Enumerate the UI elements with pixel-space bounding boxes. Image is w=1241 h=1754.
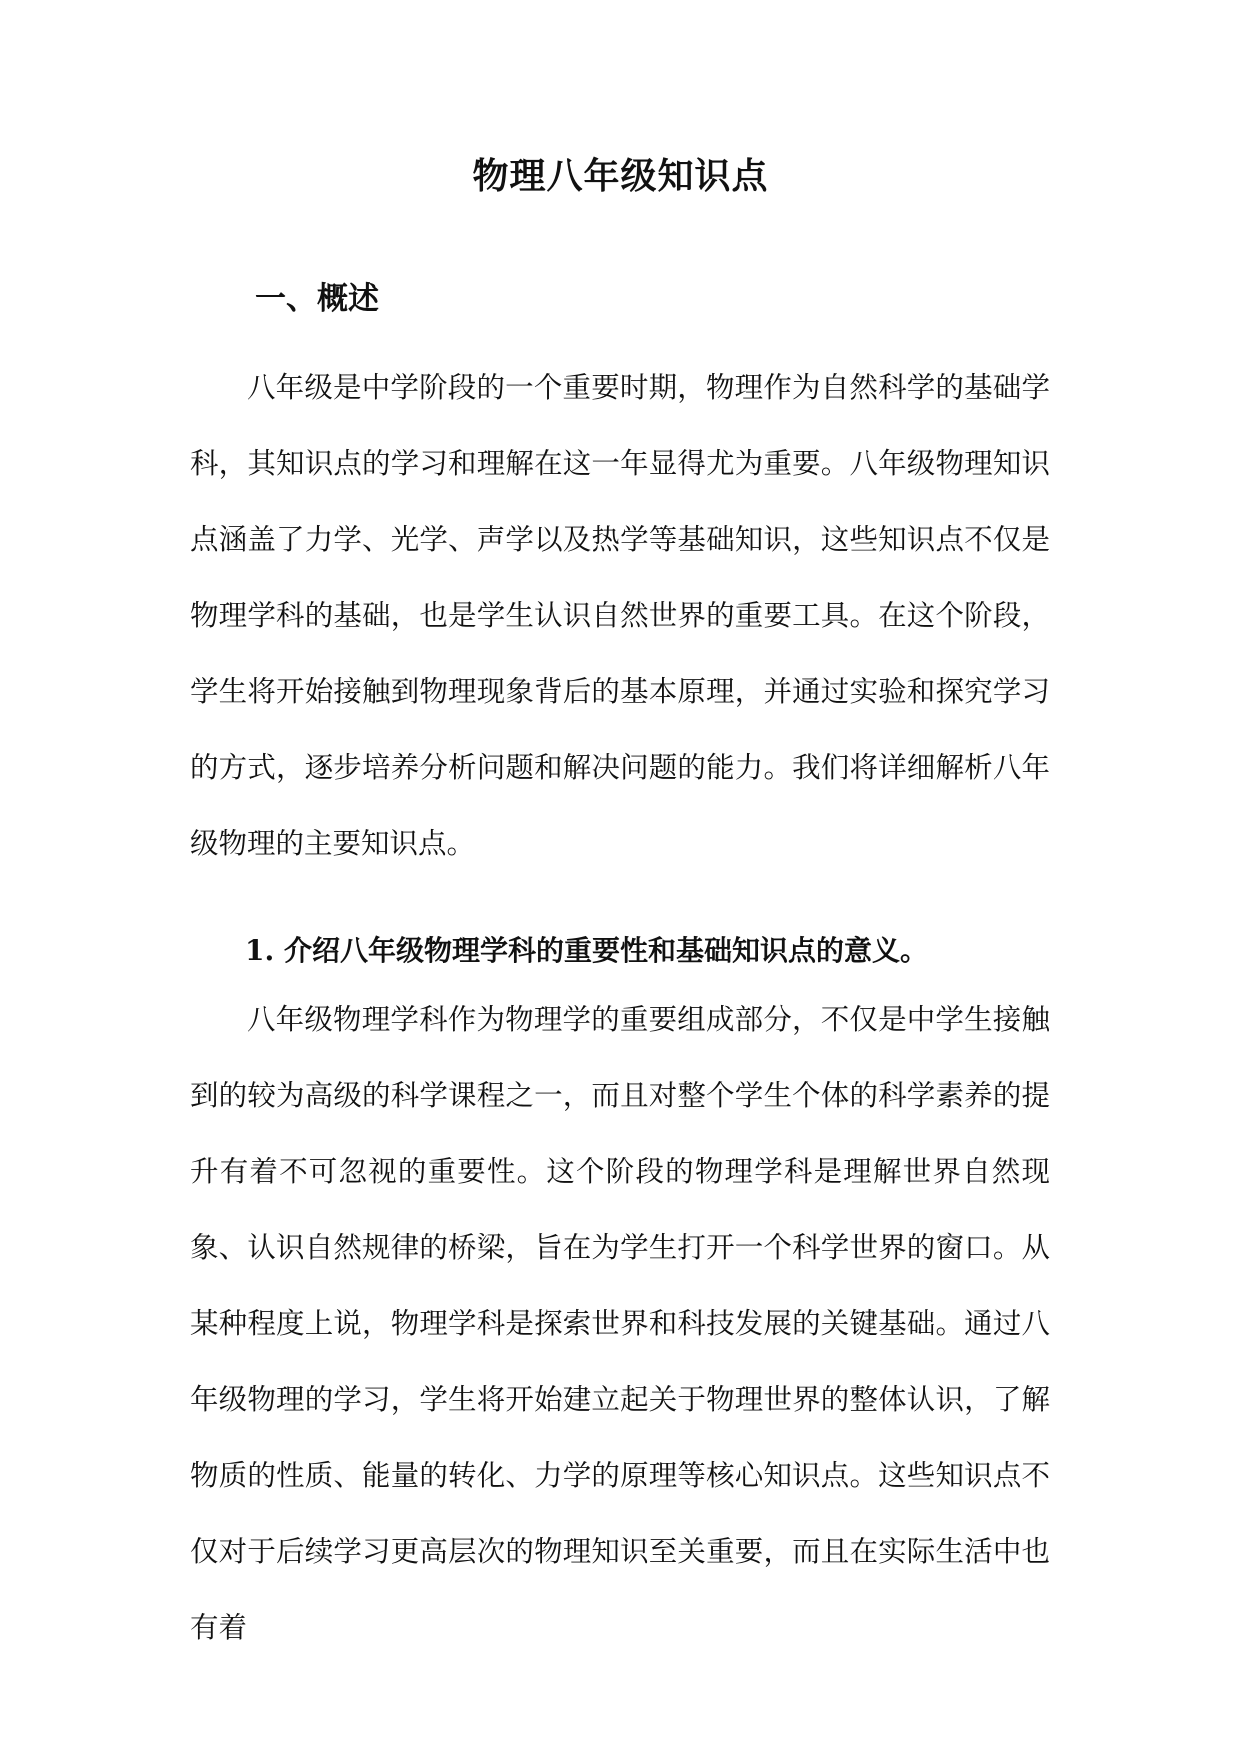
overview-paragraph: 八年级是中学阶段的一个重要时期，物理作为自然科学的基础学科，其知识点的学习和理解在这一年显得尤为重要。八年级物理知识点涵盖了力学、光学、声学以及热学等基础知识，这些知识点不仅是物理学科的基础，也是学生认识自然世界的重要工具。在这个阶段，学生将开始接触到物理现象背后的基本原理，并通过实验和探究学习的方式，逐步培养分析问题和解决问题的能力。我们将详细解析八年级物理的主要知识点。 — [190, 371, 1050, 860]
section-heading-overview: 一、概述 — [255, 281, 379, 317]
importance-paragraph: 八年级物理学科作为物理学的重要组成部分，不仅是中学生接触到的较为高级的科学课程之一，而且对整个学生个体的科学素养的提升有着不可忽视的重要性。这个阶段的物理学科是理解世界自然现象、认识自然规律的桥梁，旨在为学生打开一个科学世界的窗口。从某种程度上说，物理学科是探索世界和科技发展的关键基础。通过八年级物理的学习，学生将开始建立起关于物理世界的整体认识，了解物质的性质、能量的转化、力学的原理等核心知识点。这些知识点不仅对于后续学习更高层次的物理知识至关重要，而且在实际生活中也有着 — [190, 1003, 1050, 1644]
document-title: 物理八年级知识点 — [472, 155, 769, 197]
subsection-heading-importance: 1. 介绍八年级物理学科的重要性和基础知识点的意义。 — [245, 934, 928, 967]
